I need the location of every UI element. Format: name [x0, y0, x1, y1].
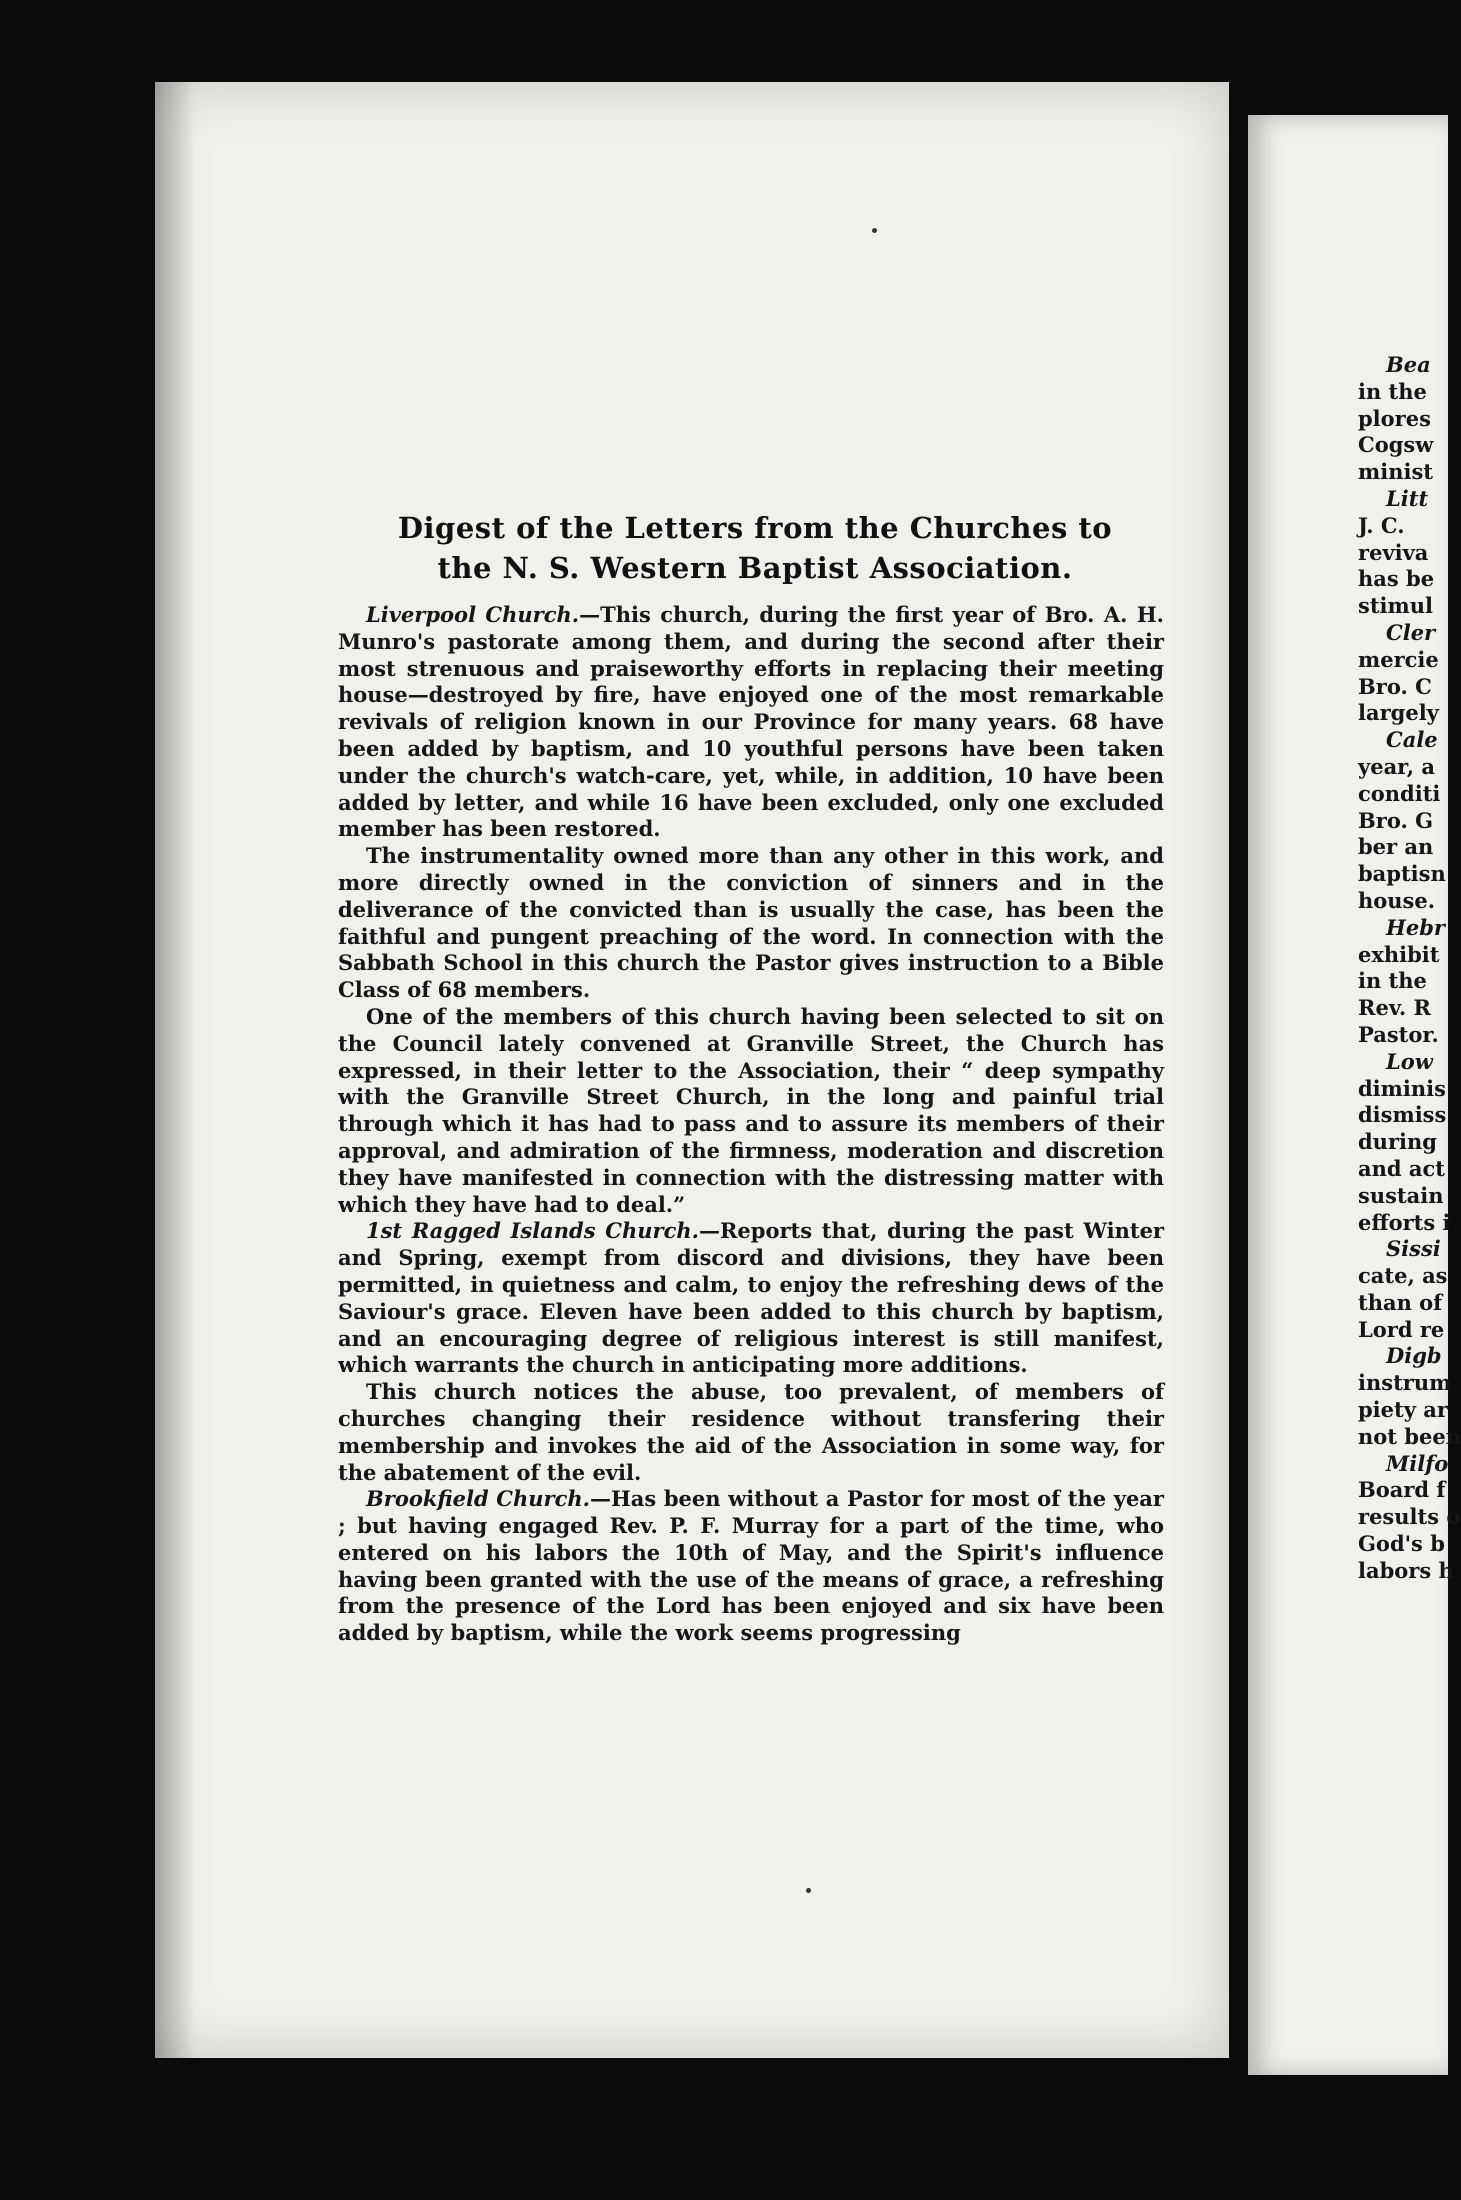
- right-page-line: ber an: [1358, 834, 1434, 860]
- right-page-line: results o: [1358, 1504, 1461, 1530]
- right-page-line: Digb: [1386, 1343, 1442, 1369]
- paragraph-liverpool: [338, 602, 1164, 843]
- right-page-line: Milfo: [1386, 1450, 1449, 1476]
- right-page-line: dismiss: [1358, 1102, 1447, 1128]
- paragraph-lead: Liverpool Church.: [366, 602, 580, 627]
- paragraph-abuse: [338, 1379, 1164, 1486]
- right-page-line: conditi: [1358, 780, 1441, 806]
- right-page-line: in the: [1358, 378, 1427, 404]
- right-page-line: and act: [1358, 1155, 1445, 1181]
- right-page-line: reviva: [1358, 539, 1429, 565]
- right-page-line: during: [1358, 1129, 1437, 1155]
- paragraph-brookfield: [338, 1486, 1164, 1647]
- paragraph-text: One of the members of this church having been selected to sit on the Council lately convened at Granville Street, the Church has expressed, in their letter to the Association, their “ deep sympathy with the Granville Street Church, in the long and painful trial through which it has had to pass and to assure its members of their approval, and admiration of the firmness, moderation and discretion they have manifested in connection with the distressing matter with which they have had to deal.”: [338, 1003, 1164, 1217]
- right-page-line: diminis: [1358, 1075, 1446, 1101]
- paragraph-lead: Brookfield Church.: [366, 1486, 590, 1512]
- heading-line-2: the N. S. Western Baptist Association.: [437, 551, 1073, 585]
- right-page-line: year, a: [1358, 753, 1435, 779]
- right-page-line: Bro. G: [1358, 807, 1434, 833]
- right-page-line: cate, as: [1358, 1263, 1448, 1289]
- right-page-line: not been: [1358, 1423, 1461, 1449]
- right-page-line: Cogsw: [1358, 432, 1434, 458]
- right-page-line: Pastor.: [1358, 1021, 1439, 1047]
- right-page-line: mercie: [1358, 646, 1439, 672]
- right-page-line: Hebr: [1386, 914, 1445, 940]
- right-page-line: plores: [1358, 405, 1431, 431]
- paragraph-ragged-islands: [338, 1218, 1164, 1379]
- paragraph-instrumentality: [338, 843, 1164, 1004]
- right-page-line: sustain: [1358, 1182, 1444, 1208]
- right-page-line: largely: [1358, 700, 1439, 726]
- right-page-line: exhibit: [1358, 941, 1440, 967]
- right-page-line: God's b: [1358, 1531, 1445, 1557]
- paragraph-text: —Has been without a Pastor for most of the year ; but having engaged Rev. P. F. Murray for a part of the time, who entered on his labors the 10th of May, and the Spirit's influence having been granted with the use of the means of grace, a refreshing from the presence of the Lord has been enjoyed and six have been added by baptism, while the work seems progressing: [338, 1486, 1164, 1646]
- right-page-line: Sissi: [1386, 1236, 1441, 1262]
- right-page-line: Rev. R: [1358, 995, 1431, 1021]
- right-page-line: Cler: [1386, 619, 1436, 645]
- right-page-line: Bro. C: [1358, 673, 1432, 699]
- right-page-line: Bea: [1386, 352, 1431, 377]
- paragraph-text: The instrumentality owned more than any other in this work, and more directly owned in the conviction of sinners and in the deliverance of the convicted than is usually the case, has been the faithful and pungent preaching of the word. In connection with the Sabbath School in this church the Pastor gives instruction to a Bible Class of 68 members.: [338, 843, 1164, 1003]
- digest-body: [338, 602, 1164, 1647]
- right-page-line: Cale: [1386, 727, 1438, 753]
- right-page-line: has be: [1358, 566, 1435, 592]
- right-page-line: instrum: [1358, 1370, 1452, 1396]
- right-page-line: J. C.: [1358, 512, 1405, 538]
- right-page-line: efforts i: [1358, 1209, 1451, 1235]
- page-number-mark: [806, 1888, 811, 1893]
- page-speck: [872, 228, 877, 233]
- right-page-line: Lord re: [1358, 1316, 1445, 1342]
- paragraph-text: This church notices the abuse, too prevalent, of members of churches changing their residence without transfering their membership and invokes the aid of the Association in some way, for the abatement of the evil.: [338, 1379, 1164, 1485]
- right-page-line: Litt: [1386, 485, 1429, 511]
- paragraph-text: —Reports that, during the past Winter and Spring, exempt from discord and divisions, they have been permitted, in quietness and calm, to enjoy the refreshing dews of the Saviour's grace. Eleven have been added to this church by baptism, and an encouraging degree of religious interest is still manifest, which warrants the church in anticipating more additions.: [338, 1218, 1164, 1378]
- right-page-text-fragments: [1358, 352, 1461, 1585]
- paragraph-council: [338, 1004, 1164, 1218]
- right-page-line: Low: [1386, 1048, 1433, 1074]
- right-page-line: baptisn: [1358, 861, 1446, 887]
- paragraph-text: —This church, during the first year of Bro. A. H. Munro's pastorate among them, and during the second after their most strenuous and praiseworthy efforts in replacing their meeting house—destroyed by fire, have enjoyed one of the most remarkable revivals of religion known in our Province for many years. 68 have been added by baptism, and 10 youthful persons have been taken under the church's watch-care, yet, while, in addition, 10 have been added by letter, and while 16 have been excluded, only one excluded member has been restored.: [338, 602, 1164, 842]
- right-page-line: stimul: [1358, 593, 1433, 619]
- right-page-line: Board f: [1358, 1477, 1446, 1503]
- right-page-line: labors h: [1358, 1557, 1454, 1583]
- right-page-line: in the: [1358, 968, 1427, 994]
- paragraph-lead: 1st Ragged Islands Church.: [366, 1218, 699, 1244]
- heading-line-1: Digest of the Letters from the Churches to: [397, 511, 1113, 545]
- right-page-line: piety ar: [1358, 1397, 1448, 1423]
- right-page-line: house.: [1358, 887, 1436, 913]
- right-page-line: than of: [1358, 1289, 1443, 1315]
- right-page-line: minist: [1358, 459, 1433, 485]
- document-heading: [340, 508, 1170, 588]
